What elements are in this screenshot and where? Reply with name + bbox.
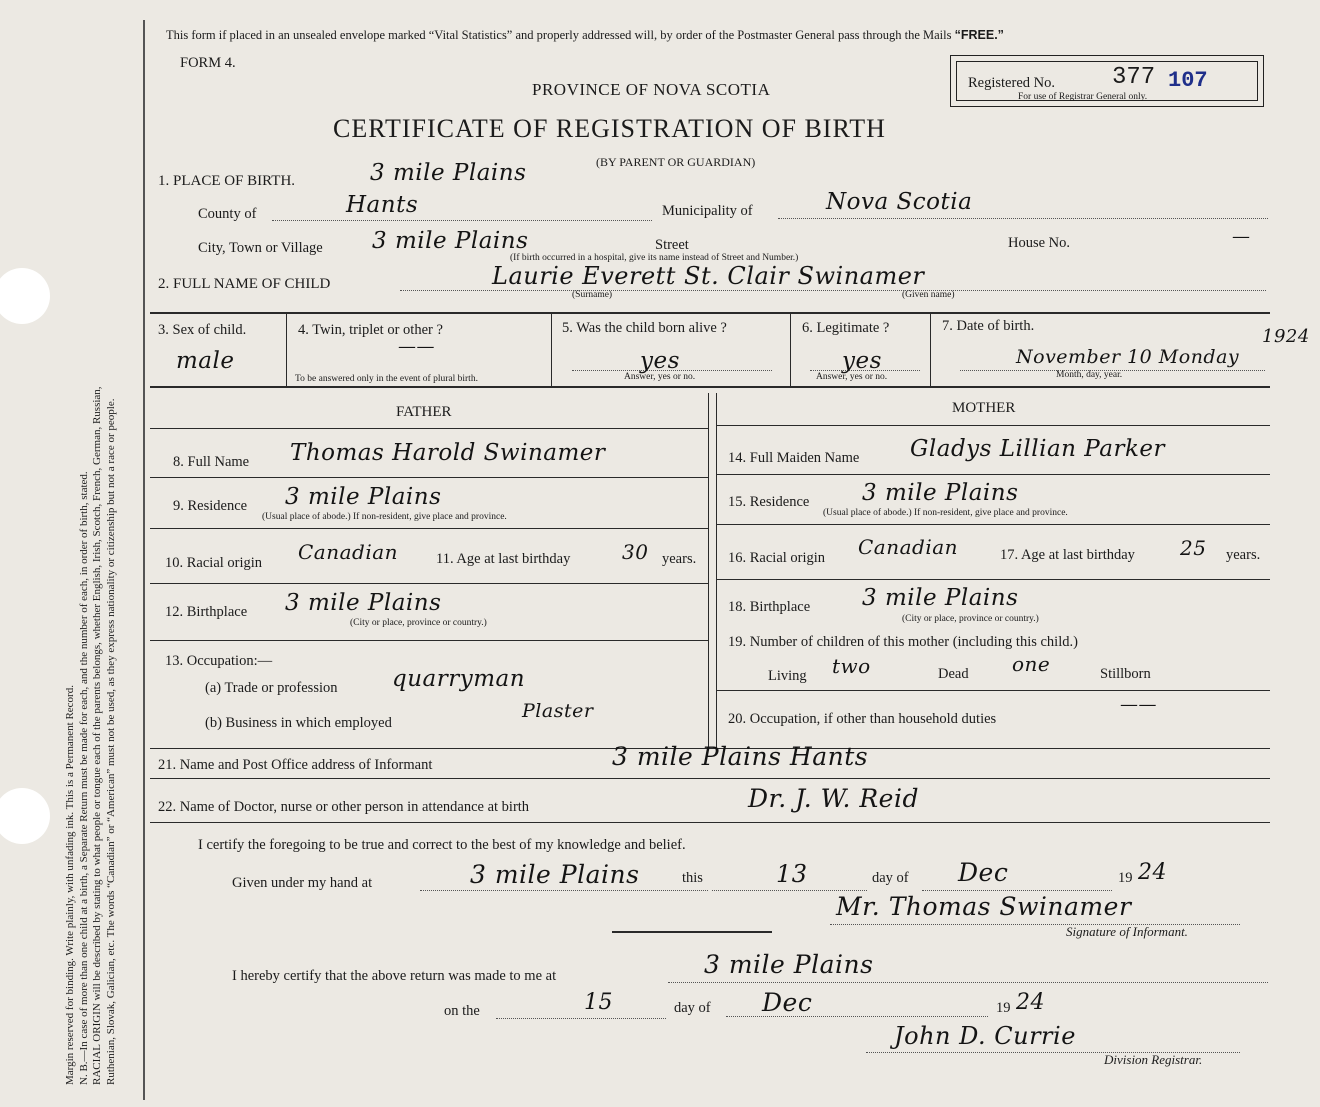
legitimate-note: Answer, yes or no.: [816, 372, 888, 382]
registrar-note: For use of Registrar General only.: [1018, 92, 1148, 102]
row3-divider-2: [551, 314, 552, 386]
given-day-of-label: day of: [872, 870, 909, 886]
sex-label: 3. Sex of child.: [158, 322, 247, 338]
father-residence-value: 3 mile Plains: [285, 484, 442, 510]
doctor-label: 22. Name of Doctor, nurse or other person in attendance at birth: [158, 799, 530, 815]
postal-note-text: This form if placed in an unsealed envelope marked “Vital Statistics” and properly addressed will, by order of the Postmaster General pass through the Mails: [166, 28, 952, 42]
place-label: 1. PLACE OF BIRTH.: [158, 173, 296, 189]
city-label: City, Town or Village: [198, 240, 323, 256]
father-age-value: 30: [622, 540, 649, 564]
registrar-signature: John D. Currie: [894, 1022, 1076, 1050]
registrar-statement: I hereby certify that the above return was made to me at: [232, 968, 557, 984]
mother-residence-label: 15. Residence: [728, 494, 810, 510]
father-race-label: 10. Racial origin: [165, 555, 263, 571]
given-day-line: [712, 890, 867, 891]
margin-note-3: RACIAL ORIGIN will be described by stating to what people or tongue each of the parents belongs, whether English, Irish, Scotch, French, German, Russian,: [91, 386, 103, 1085]
separator-short: [612, 931, 772, 933]
surname-note: (Surname): [572, 290, 613, 300]
county-label: County of: [198, 206, 257, 222]
place-value: 3 mile Plains: [370, 160, 527, 186]
registered-number-b: 107: [1168, 68, 1208, 93]
informant-signature-label: Signature of Informant.: [1066, 924, 1188, 939]
legitimate-label: 6. Legitimate ?: [802, 320, 890, 336]
house-label: House No.: [1008, 235, 1071, 251]
father-age-label: 11. Age at last birthday: [436, 551, 571, 567]
reg-place-value: 3 mile Plains: [704, 950, 874, 979]
hospital-note: (If birth occurred in a hospital, give its name instead of Street and Number.): [510, 253, 799, 263]
county-value: Hants: [346, 192, 419, 218]
mother-heading: MOTHER: [952, 400, 1016, 416]
postal-free: “FREE.”: [954, 28, 1004, 42]
alive-value: yes: [640, 348, 680, 374]
reg-place-line: [668, 982, 1268, 983]
mother-occupation-label: 20. Occupation, if other than household duties: [728, 711, 997, 727]
reg-day-value: 15: [584, 990, 613, 1015]
mother-age-unit: years.: [1226, 547, 1261, 563]
alive-label: 5. Was the child born alive ?: [562, 320, 727, 336]
margin-note-2: N. B.—In case of more than one child at a birth, a Separate Return must be made for each, and the number of each, in order of birth, stated.: [77, 471, 90, 1085]
margin-note-1: Margin reserved for binding. Write plainly, with unfading ink. This is a Permanent Record.: [64, 685, 76, 1085]
given-this-label: this: [682, 870, 703, 886]
reg-day-of-label: day of: [674, 1000, 711, 1016]
father-heading: FATHER: [396, 404, 452, 420]
father-age-unit: years.: [662, 551, 697, 567]
house-value: —: [1232, 226, 1251, 247]
reg-year-prefix: 19: [996, 1000, 1011, 1016]
child-name-value: Laurie Everett St. Clair Swinamer: [492, 262, 925, 290]
reg-day-line: [496, 1018, 666, 1019]
mother-birthplace-value: 3 mile Plains: [862, 585, 1019, 611]
certify-statement: I certify the foregoing to be true and correct to the best of my knowledge and belief.: [198, 837, 686, 853]
page-title: CERTIFICATE OF REGISTRATION OF BIRTH: [333, 114, 886, 143]
child-name-label: 2. FULL NAME OF CHILD: [158, 276, 331, 292]
page-subtitle: (BY PARENT OR GUARDIAN): [596, 155, 756, 169]
dob-value: November 10 Monday: [1016, 346, 1240, 368]
alive-note: Answer, yes or no.: [624, 372, 696, 382]
parents-divider-a: [708, 393, 709, 748]
reg-on-the-label: on the: [444, 1003, 480, 1019]
mother-race-value: Canadian: [858, 535, 959, 559]
informant-label: 21. Name and Post Office address of Informant: [158, 757, 433, 773]
row3-divider-3: [790, 314, 791, 386]
father-heading-rule: [150, 428, 708, 429]
margin-notes: [64, 5, 118, 1085]
father-rule-2: [150, 528, 708, 529]
informant-value: 3 mile Plains Hants: [612, 742, 869, 771]
father-residence-note: (Usual place of abode.) If non-resident, give place and province.: [262, 512, 507, 522]
binding-hole-top: [0, 268, 50, 324]
municipality-line: [778, 218, 1268, 219]
margin-note-4: Ruthenian, Slovak, Galician, etc. The words “Canadian” or “American” must not be used, as they express nationality or citizenship but not a race or people.: [104, 398, 117, 1085]
mother-age-value: 25: [1180, 536, 1207, 560]
father-business-value: Plaster: [522, 700, 594, 722]
registered-label: Registered No.: [968, 75, 1055, 91]
father-rule-3: [150, 583, 708, 584]
rule-after-row3: [150, 386, 1270, 388]
given-month-value: Dec: [958, 858, 1009, 887]
mother-dead-label: Dead: [938, 666, 969, 682]
given-month-line: [922, 890, 1112, 891]
mother-residence-note: (Usual place of abode.) If non-resident, give place and province.: [823, 508, 1068, 518]
mother-rule-4: [717, 690, 1270, 691]
informant-signature: Mr. Thomas Swinamer: [836, 892, 1132, 921]
given-place-line: [420, 890, 708, 891]
child-name-line: [400, 290, 1266, 291]
twin-label: 4. Twin, triplet or other ?: [298, 322, 443, 338]
father-business-label: (b) Business in which employed: [205, 715, 392, 731]
legitimate-value: yes: [842, 348, 882, 374]
mother-name-value: Gladys Lillian Parker: [910, 436, 1165, 462]
postal-note: [166, 28, 1004, 43]
given-year-prefix: 19: [1118, 870, 1133, 886]
mother-living-value: two: [832, 654, 871, 678]
doctor-value: Dr. J. W. Reid: [748, 784, 919, 813]
mother-children-label: 19. Number of children of this mother (including this child.): [728, 634, 1078, 650]
father-occupation-label: 13. Occupation:—: [165, 653, 273, 669]
given-day-value: 13: [776, 860, 808, 888]
father-rule-4: [150, 640, 708, 641]
father-name-value: Thomas Harold Swinamer: [290, 440, 606, 466]
street-label: Street: [655, 237, 689, 253]
municipality-value: Nova Scotia: [826, 189, 973, 215]
margin-rule: [143, 20, 145, 1100]
dob-label: 7. Date of birth.: [942, 318, 1035, 334]
row3-divider-4: [930, 314, 931, 386]
mother-dead-value: one: [1012, 652, 1051, 676]
city-value: 3 mile Plains: [372, 228, 529, 254]
father-birthplace-note: (City or place, province or country.): [350, 618, 487, 628]
mother-rule-3: [717, 579, 1270, 580]
mother-heading-rule: [717, 425, 1270, 426]
mother-name-label: 14. Full Maiden Name: [728, 450, 860, 466]
sex-value: male: [176, 348, 235, 374]
father-trade-value: quarryman: [392, 666, 526, 692]
dob-year: 1924: [1262, 326, 1310, 347]
mother-occupation-value: ——: [1120, 694, 1157, 715]
given-name-note: (Given name): [902, 290, 955, 300]
dob-note: Month, day, year.: [1056, 370, 1123, 380]
mother-birthplace-note: (City or place, province or country.): [902, 614, 1039, 624]
reg-year-value: 24: [1016, 990, 1045, 1015]
rule-after-child: [150, 312, 1270, 314]
mother-rule-1: [717, 474, 1270, 475]
parents-divider-b: [716, 393, 717, 748]
mother-birthplace-label: 18. Birthplace: [728, 599, 811, 615]
form-number: FORM 4.: [180, 55, 236, 71]
registrar-signature-label: Division Registrar.: [1104, 1052, 1203, 1067]
binding-hole-bottom: [0, 788, 50, 844]
mother-stillborn-label: Stillborn: [1100, 666, 1151, 682]
twin-value: ——: [398, 336, 435, 357]
father-birthplace-label: 12. Birthplace: [165, 604, 248, 620]
given-under-label: Given under my hand at: [232, 875, 373, 891]
given-year-value: 24: [1138, 860, 1167, 885]
father-birthplace-value: 3 mile Plains: [285, 590, 442, 616]
father-race-value: Canadian: [298, 540, 399, 564]
reg-month-value: Dec: [762, 988, 813, 1017]
municipality-label: Municipality of: [662, 203, 753, 219]
rule-after-22: [150, 822, 1270, 823]
mother-living-label: Living: [768, 668, 807, 684]
father-trade-label: (a) Trade or profession: [205, 680, 338, 696]
rule-after-21: [150, 778, 1270, 779]
father-name-label: 8. Full Name: [173, 454, 250, 470]
given-place-value: 3 mile Plains: [470, 860, 640, 889]
county-line: [272, 220, 652, 221]
mother-residence-value: 3 mile Plains: [862, 480, 1019, 506]
row3-divider-1: [286, 314, 287, 386]
mother-age-label: 17. Age at last birthday: [1000, 547, 1135, 563]
mother-rule-2: [717, 524, 1270, 525]
province-heading: PROVINCE OF NOVA SCOTIA: [532, 80, 771, 99]
mother-race-label: 16. Racial origin: [728, 550, 826, 566]
twin-note: To be answered only in the event of plural birth.: [295, 374, 478, 384]
father-residence-label: 9. Residence: [173, 498, 248, 514]
registered-number-a: 377: [1112, 64, 1156, 91]
father-rule-1: [150, 477, 708, 478]
